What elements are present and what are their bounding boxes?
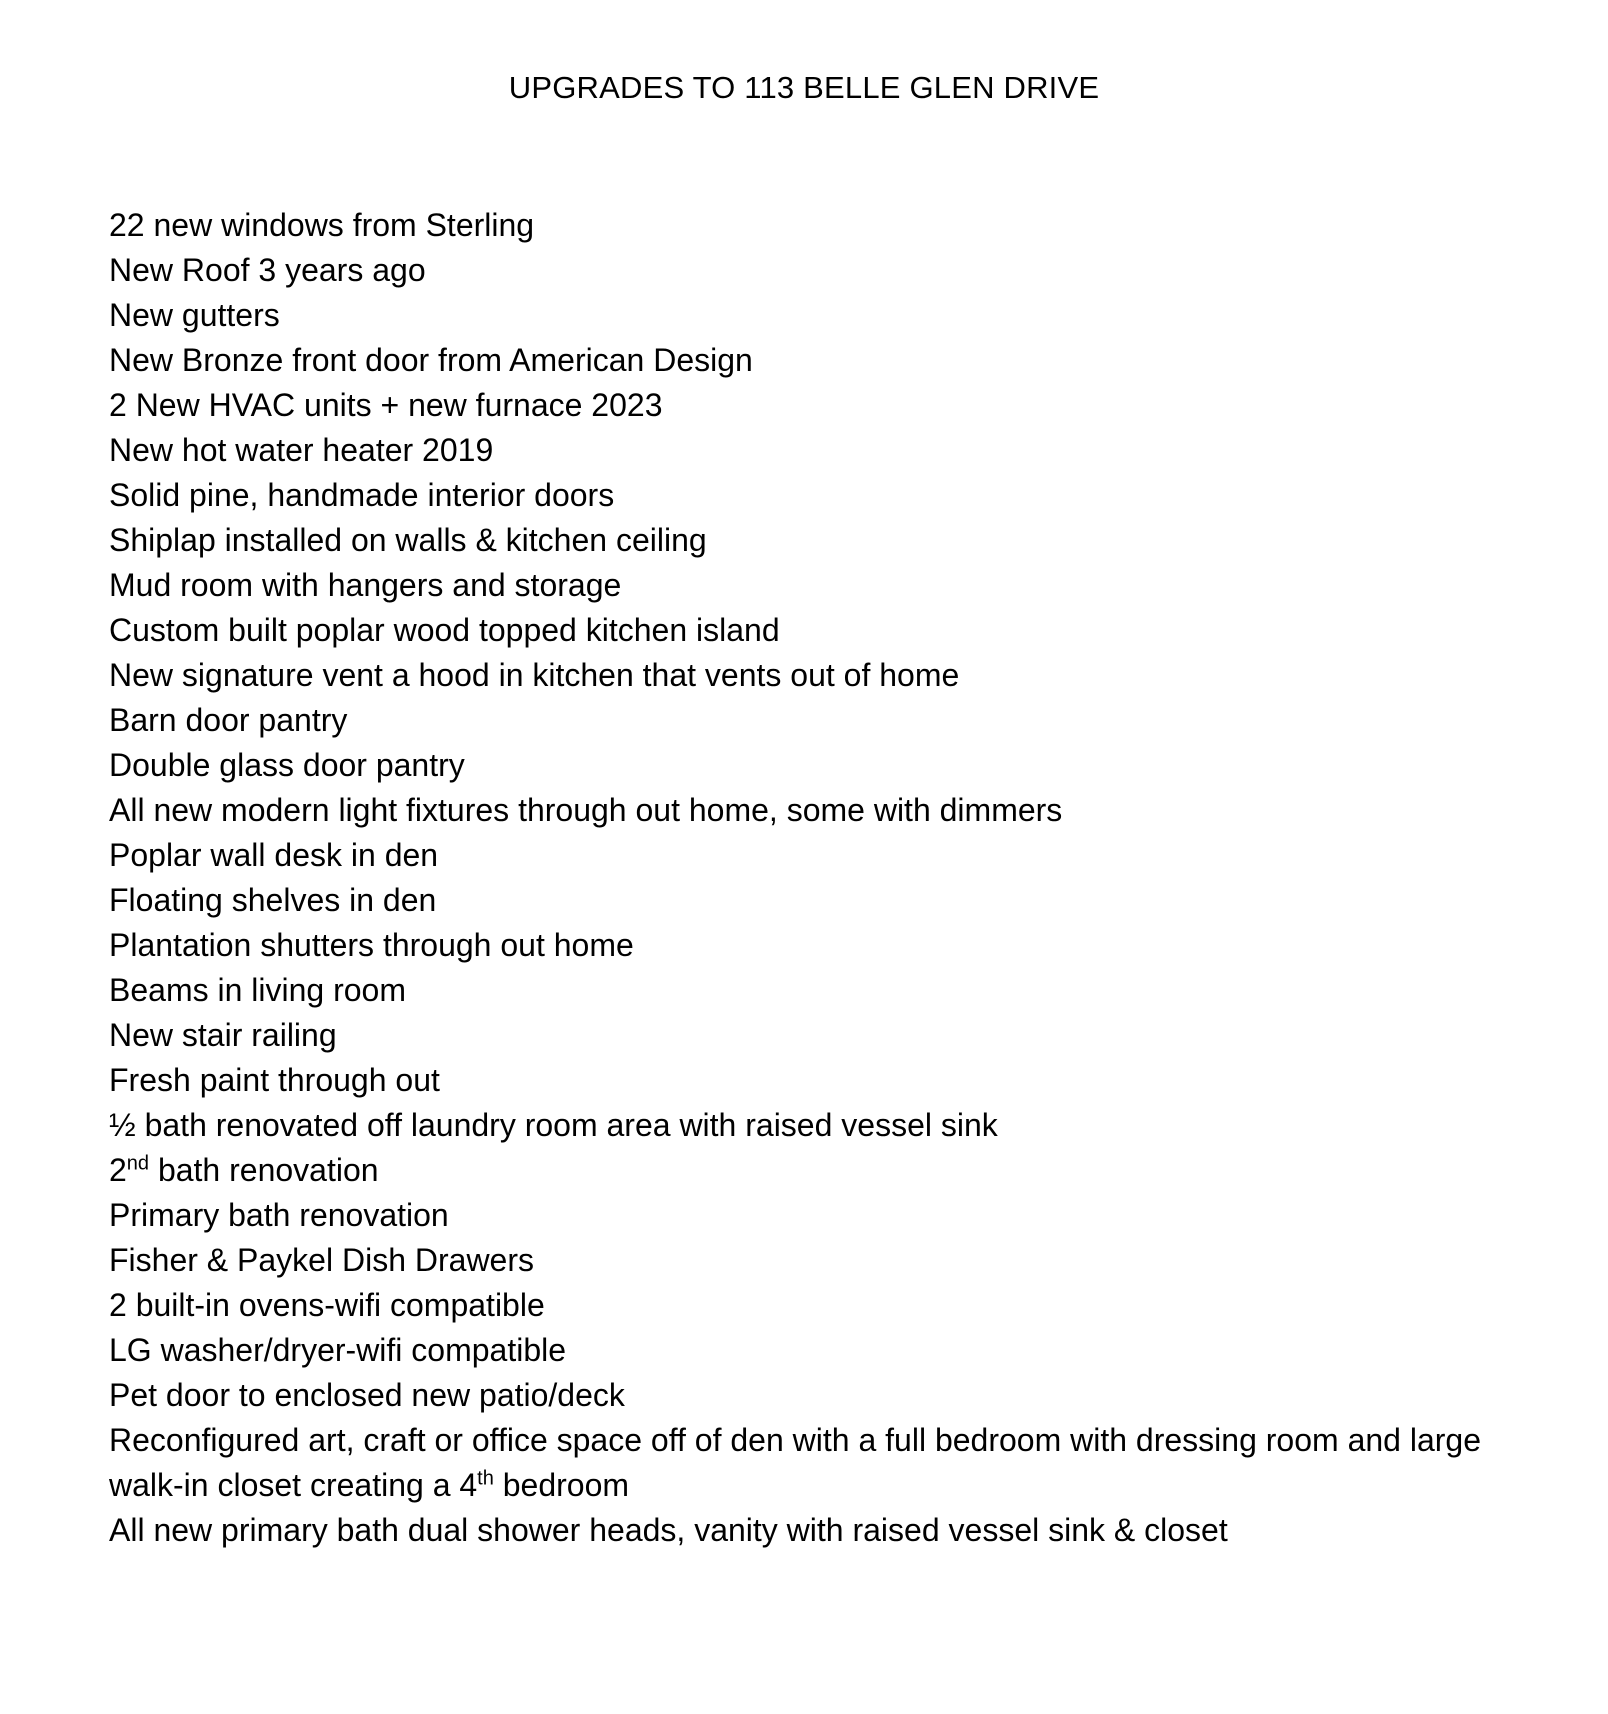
list-item (109, 653, 1529, 698)
list-item (109, 1058, 1529, 1103)
list-item (109, 518, 1529, 563)
list-item (109, 1373, 1529, 1418)
item-text: 22 new windows from Sterling (109, 207, 535, 243)
list-item (109, 563, 1529, 608)
item-text-post: bedroom (493, 1467, 630, 1503)
item-text: New signature vent a hood in kitchen that vents out of home (109, 657, 960, 693)
list-item (109, 1508, 1529, 1553)
item-text: Mud room with hangers and storage (109, 567, 622, 603)
list-item (109, 1013, 1529, 1058)
item-text: All new primary bath dual shower heads, vanity with raised vessel sink & closet (109, 1512, 1228, 1548)
item-text-pre: Reconfigured art, craft or office space off of den with a full bedroom with dressing room and large walk-in closet creating a 4 (109, 1422, 1481, 1503)
item-text: New hot water heater 2019 (109, 432, 494, 468)
item-text: New Roof 3 years ago (109, 252, 426, 288)
item-text: 2 New HVAC units + new furnace 2023 (109, 387, 663, 423)
item-text: Beams in living room (109, 972, 406, 1008)
item-text: Poplar wall desk in den (109, 837, 439, 873)
item-text: Primary bath renovation (109, 1197, 449, 1233)
list-item (109, 383, 1529, 428)
item-text: ½ bath renovated off laundry room area with raised vessel sink (109, 1107, 998, 1143)
list-item (109, 1103, 1529, 1148)
item-text: 2 built-in ovens-wifi compatible (109, 1287, 545, 1323)
item-text: LG washer/dryer-wifi compatible (109, 1332, 567, 1368)
item-text: New Bronze front door from American Design (109, 342, 753, 378)
list-item (109, 698, 1529, 743)
item-text: Fisher & Paykel Dish Drawers (109, 1242, 534, 1278)
item-text-pre: 2 (109, 1152, 127, 1188)
item-text: Shiplap installed on walls & kitchen ceiling (109, 522, 707, 558)
list-item (109, 1418, 1529, 1508)
item-text: Barn door pantry (109, 702, 348, 738)
list-item (109, 878, 1529, 923)
item-text: Double glass door pantry (109, 747, 465, 783)
list-item (109, 968, 1529, 1013)
item-text: Pet door to enclosed new patio/deck (109, 1377, 625, 1413)
item-text-post: bath renovation (149, 1152, 379, 1188)
list-item (109, 248, 1529, 293)
list-item (109, 338, 1529, 383)
list-item (109, 293, 1529, 338)
item-text: Fresh paint through out (109, 1062, 440, 1098)
list-item (109, 1328, 1529, 1373)
list-item (109, 428, 1529, 473)
item-text: Solid pine, handmade interior doors (109, 477, 615, 513)
item-text: Custom built poplar wood topped kitchen island (109, 612, 780, 648)
list-item (109, 608, 1529, 653)
item-text: New stair railing (109, 1017, 337, 1053)
ordinal-suffix: nd (126, 1152, 150, 1175)
list-item (109, 1283, 1529, 1328)
list-item (109, 203, 1529, 248)
item-text: All new modern light fixtures through out home, some with dimmers (109, 792, 1063, 828)
item-text: New gutters (109, 297, 280, 333)
document-title: UPGRADES TO 113 BELLE GLEN DRIVE (508, 70, 1100, 105)
list-item (109, 1238, 1529, 1283)
list-item (109, 1193, 1529, 1238)
list-item (109, 1148, 1529, 1193)
item-text: Plantation shutters through out home (109, 927, 634, 963)
list-item (109, 833, 1529, 878)
list-item (109, 788, 1529, 833)
list-item (109, 473, 1529, 518)
list-item (109, 743, 1529, 788)
ordinal-suffix: th (477, 1467, 494, 1490)
item-text: Floating shelves in den (109, 882, 437, 918)
list-item (109, 923, 1529, 968)
upgrade-list (109, 203, 1529, 1553)
